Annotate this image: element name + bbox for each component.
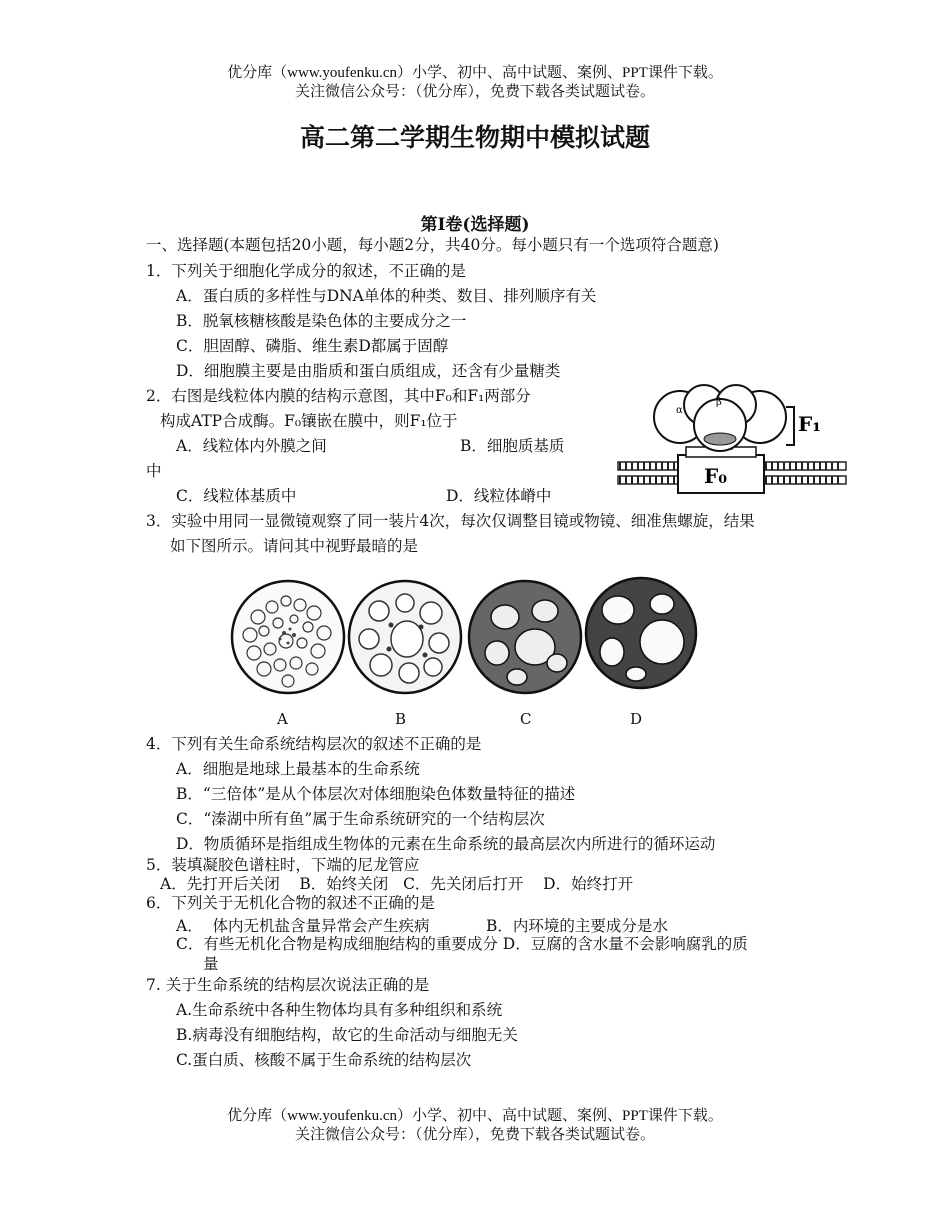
q2-option-a: A．线粒体内外膜之间 [176, 437, 327, 455]
q6-stem: 6．下列关于无机化合物的叙述不正确的是 [146, 894, 435, 912]
field-label-c: C [520, 710, 532, 728]
q6-option-cd: C．有些无机化合物是构成细胞结构的重要成分 D．豆腐的含水量不会影响腐乳的质 [176, 935, 748, 953]
instructions: 一、选择题(本题包括20小题，每小题2分，共40分。每小题只有一个选项符合题意) [146, 236, 719, 254]
q2-stem-line-1: 2．右图是线粒体内膜的结构示意图，其中F₀和F₁两部分 [146, 387, 531, 405]
q2-option-b-wrap: 中 [146, 462, 162, 480]
q1-option-a: A．蛋白质的多样性与DNA单体的种类、数目、排列顺序有关 [176, 287, 597, 305]
q4-option-d: D．物质循环是指组成生物体的元素在生命系统的最高层次内所进行的循环运动 [176, 835, 716, 853]
page-title: 高二第二学期生物期中模拟试题 [299, 123, 650, 152]
field-label-d: D [630, 710, 643, 728]
q2-option-d: D．线粒体嵴中 [446, 487, 552, 505]
q3-stem-line-1: 3．实验中用同一显微镜观察了同一装片4次，每次仅调整目镜或物镜、细准焦螺旋，结果 [146, 512, 755, 530]
q1-option-c: C．胆固醇、磷脂、维生素D都属于固醇 [176, 337, 449, 355]
q5-options: A．先打开后关闭 B．始终关闭 C．先关闭后打开 D．始终打开 [160, 875, 634, 893]
footer-line-2: 关注微信公众号：（优分库），免费下载各类试题试卷。 [294, 1127, 655, 1143]
header-line-1: 优分库（www.youfenku.cn）小学、初中、高中试题、案例、PPT课件下载。 [227, 65, 723, 81]
q1-stem: 1．下列关于细胞化学成分的叙述，不正确的是 [146, 262, 466, 280]
q4-stem: 4．下列有关生命系统结构层次的叙述不正确的是 [146, 735, 482, 753]
q5-stem: 5．装填凝胶色谱柱时，下端的尼龙管应 [146, 856, 420, 874]
q6-option-d-wrap: 量 [203, 955, 219, 973]
q1-option-d: D．细胞膜主要是由脂质和蛋白质组成，还含有少量糖类 [176, 362, 561, 380]
f1-label: F₁ [798, 412, 821, 436]
q7-option-a: A.生命系统中各种生物体均具有多种组织和系统 [176, 1001, 503, 1019]
q4-option-a: A．细胞是地球上最基本的生命系统 [176, 760, 420, 778]
microscope-field-c [465, 577, 585, 697]
q6-option-b: B．内环境的主要成分是水 [486, 917, 668, 935]
q3-stem-line-2: 如下图所示。请问其中视野最暗的是 [170, 537, 419, 555]
q2-option-b: B．细胞质基质 [460, 437, 565, 455]
q4-option-c: C．“溱湖中所有鱼”属于生命系统研究的一个结构层次 [176, 810, 545, 828]
footer-line-1: 优分库（www.youfenku.cn）小学、初中、高中试题、案例、PPT课件下载。 [227, 1108, 723, 1124]
q2-option-c: C．线粒体基质中 [176, 487, 297, 505]
q7-stem: 7. 关于生命系统的结构层次说法正确的是 [146, 976, 430, 994]
q4-option-b: B．“三倍体”是从个体层次对体细胞染色体数量特征的描述 [176, 785, 576, 803]
alpha-label: α [676, 405, 683, 416]
header-line-2: 关注微信公众号：（优分库），免费下载各类试题试卷。 [294, 84, 655, 100]
q7-option-b: B.病毒没有细胞结构，故它的生命活动与细胞无关 [176, 1026, 518, 1044]
beta-label: β [716, 397, 722, 408]
microscope-field-b [345, 577, 465, 697]
q2-stem-line-2: 构成ATP合成酶。F₀镶嵌在膜中，则F₁位于 [160, 412, 458, 430]
q6-option-a: A． 体内无机盐含量异常会产生疾病 [176, 917, 430, 935]
atp-synthase-figure [612, 383, 852, 503]
q7-option-c: C.蛋白质、核酸不属于生命系统的结构层次 [176, 1051, 472, 1069]
field-label-a: A [277, 710, 288, 728]
microscope-field-d [582, 574, 700, 692]
f0-label: F₀ [704, 464, 727, 488]
section-title: 第Ⅰ卷(选择题) [420, 215, 530, 235]
field-label-b: B [395, 710, 407, 728]
microscope-field-a [228, 577, 348, 697]
f1-subunit [654, 385, 786, 451]
q1-option-b: B．脱氧核糖核酸是染色体的主要成分之一 [176, 312, 467, 330]
